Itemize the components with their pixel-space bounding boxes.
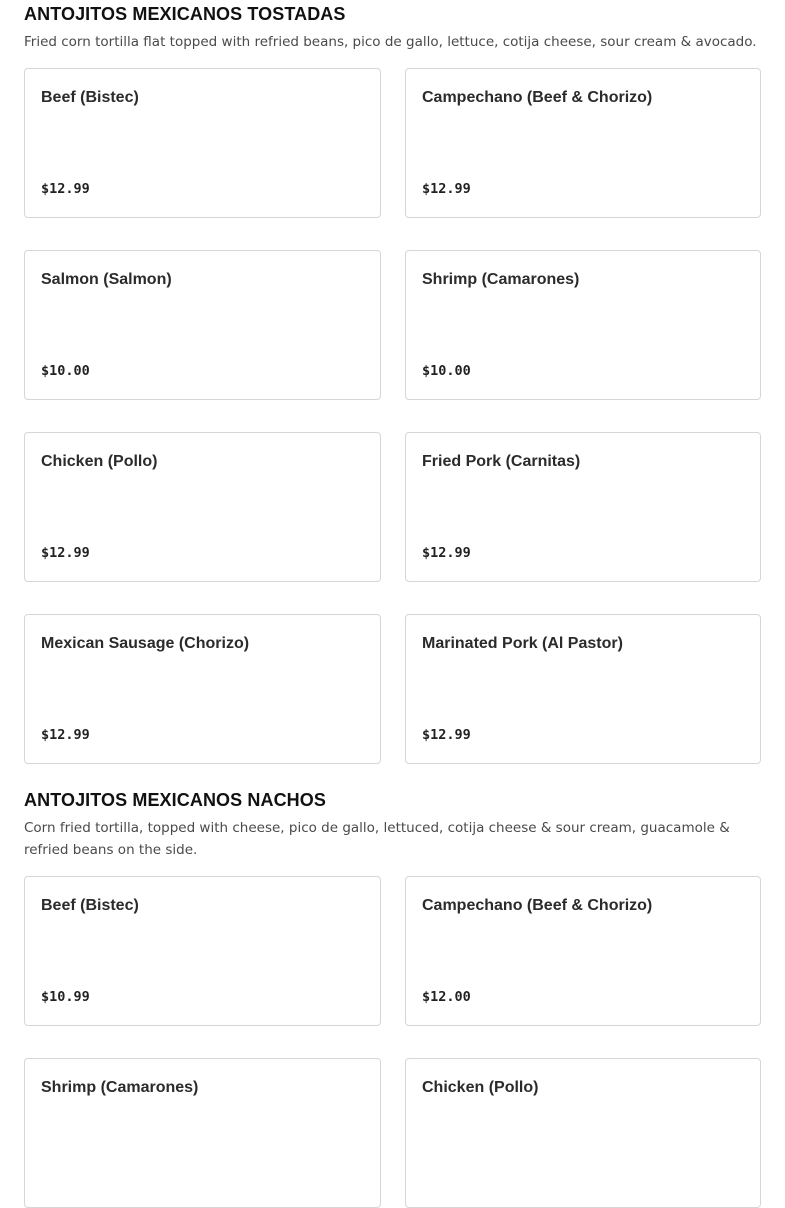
menu-item-grid: [24, 68, 761, 764]
menu-item-name: Beef (Bistec): [41, 89, 139, 106]
section-description: Fried corn tortilla flat topped with refried beans, pico de gallo, lettuce, cotija cheese, sour cream & avocado.: [24, 34, 757, 50]
section-title: ANTOJITOS MEXICANOS NACHOS: [24, 790, 326, 810]
section-description: Corn fried tortilla, topped with cheese, pico de gallo, lettuced, cotija cheese & sour cream, guacamole & refried beans on the side.: [24, 820, 730, 858]
menu-item-name: Shrimp (Camarones): [41, 1079, 199, 1096]
menu-section-nachos: [24, 786, 761, 1096]
menu-item-name: Marinated Pork (Al Pastor): [422, 635, 623, 652]
menu-item-name: Mexican Sausage (Chorizo): [41, 635, 250, 652]
menu-item-card[interactable]: [405, 432, 761, 582]
menu-item-card[interactable]: [24, 876, 381, 1026]
menu-item-name: Campechano (Beef & Chorizo): [422, 89, 653, 106]
menu-item-price: $12.99: [422, 181, 471, 197]
menu-item-name: Salmon (Salmon): [41, 271, 172, 288]
menu-item-card[interactable]: [405, 876, 761, 1026]
menu-item-price: $12.99: [422, 727, 471, 743]
menu-item-card[interactable]: [24, 432, 381, 582]
menu-section-tostadas: [24, 0, 761, 743]
menu-item-card[interactable]: [24, 614, 381, 764]
menu-item-card[interactable]: [405, 68, 761, 218]
menu-item-card[interactable]: [24, 1058, 381, 1208]
menu-item-card[interactable]: [405, 250, 761, 400]
menu-item-name: Shrimp (Camarones): [422, 271, 580, 288]
menu-item-price: $10.99: [41, 989, 90, 1005]
menu-item-price: $10.00: [41, 363, 90, 379]
menu-item-name: Fried Pork (Carnitas): [422, 453, 581, 470]
menu-item-card[interactable]: [24, 250, 381, 400]
menu-item-name: Chicken (Pollo): [422, 1079, 539, 1096]
menu-item-card[interactable]: [405, 614, 761, 764]
menu-item-name: Beef (Bistec): [41, 897, 139, 914]
menu-item-grid: [24, 876, 761, 1208]
menu-item-card[interactable]: [405, 1058, 761, 1208]
menu-item-card[interactable]: [24, 68, 381, 218]
menu-item-name: Chicken (Pollo): [41, 453, 158, 470]
section-title: ANTOJITOS MEXICANOS TOSTADAS: [24, 4, 346, 24]
menu-item-price: $12.99: [41, 545, 90, 561]
menu-item-price: $12.99: [41, 181, 90, 197]
menu-item-price: $12.99: [422, 545, 471, 561]
menu-item-name: Campechano (Beef & Chorizo): [422, 897, 653, 914]
menu-item-price: $12.00: [422, 989, 471, 1005]
menu-item-price: $10.00: [422, 363, 471, 379]
menu-item-price: $12.99: [41, 727, 90, 743]
